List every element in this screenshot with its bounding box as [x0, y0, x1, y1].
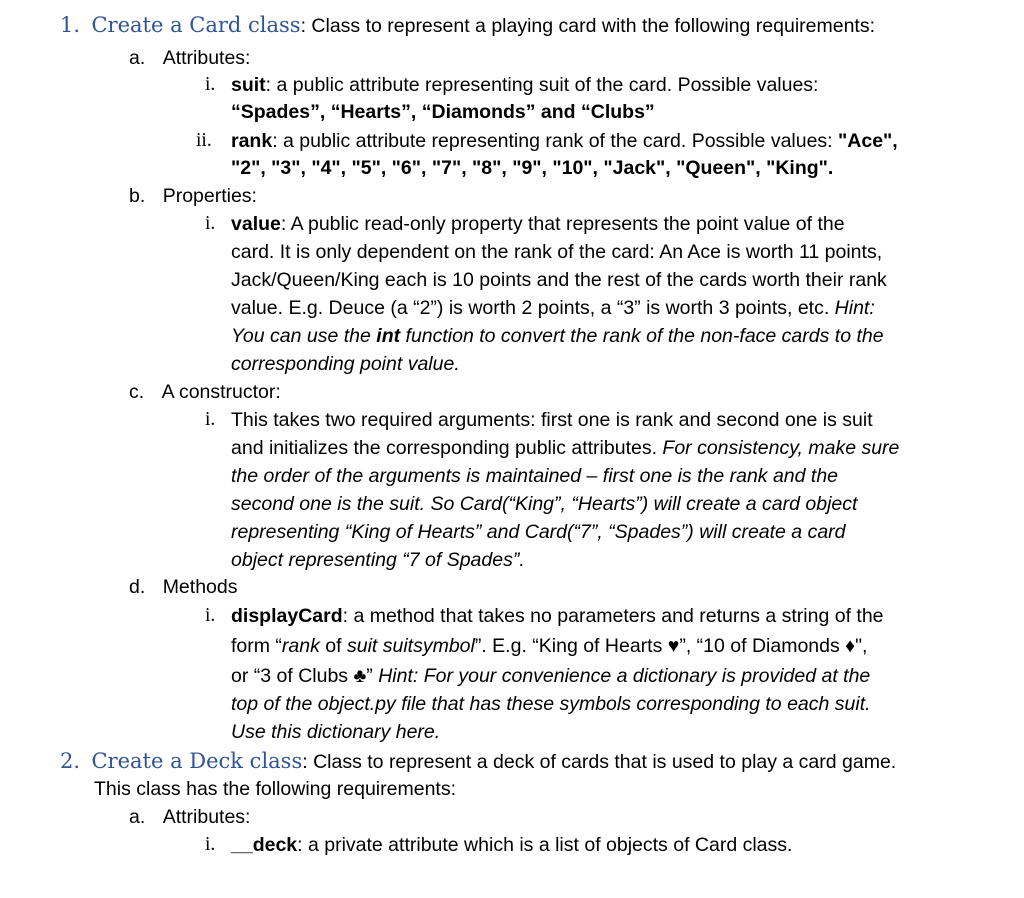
item-2-number: 2. [60, 749, 81, 773]
item-1b-i-num: i. [205, 213, 216, 234]
item-1d-i-line1: displayCard: a method that takes no parameters and returns a string of the [231, 605, 884, 627]
item-1c-i-line6: object representing “7 of Spades”. [231, 549, 525, 571]
item-2-heading [60, 747, 896, 776]
item-1a-ii-line2: "2", "3", "4", "5", "6", "7", "8", "9", "10", "Jack", "Queen", "King". [231, 157, 834, 179]
item-1c-i-line5: representing “King of Hearts” and Card(“7”, “Spades”) will create a card [231, 521, 846, 543]
item-1d-i-line2: form “rank of suit suitsymbol”. E.g. “King of Hearts ♥”, “10 of Diamonds ♦", [231, 635, 868, 657]
suit-term: suit [231, 74, 266, 96]
item-1d-label: d. Methods [129, 576, 238, 598]
item-1c-i-line3: the order of the arguments is maintained – first one is the rank and the [231, 465, 839, 487]
item-1c-i-line4: second one is the suit. So Card(“King”, “Hearts”) will create a card object [231, 493, 858, 515]
item-1-heading [60, 11, 875, 40]
item-1-number: 1. [60, 13, 81, 37]
item-1c-i-line1: This takes two required arguments: first one is rank and second one is suit [231, 409, 873, 431]
item-1b-i-line4: value. E.g. Deuce (a “2”) is worth 2 points, a “3” is worth 3 points, etc. Hint: [231, 297, 875, 319]
rank-term: rank [231, 130, 273, 152]
item-1c-label: c. A constructor: [129, 381, 281, 403]
item-1b-i-line5: You can use the int function to convert the rank of the non-face cards to the [231, 325, 884, 347]
item-1b-i-line6: corresponding point value. [231, 353, 460, 375]
item-2-intro: : Class to represent a deck of cards that is used to play a card game. [302, 751, 897, 773]
value-term: value [231, 213, 281, 235]
item-1d-i-line5: Use this dictionary here. [231, 721, 441, 743]
item-1a-i-line2: “Spades”, “Hearts”, “Diamonds” and “Clubs” [231, 101, 655, 123]
item-1c-i-num: i. [205, 409, 216, 430]
item-2a-i-num: i. [205, 834, 216, 855]
item-1-title: Create a Card class [91, 13, 301, 37]
item-2a-label: a. Attributes: [129, 806, 251, 828]
item-1d-i-line4: top of the object.py file that has these symbols corresponding to each suit. [231, 693, 871, 715]
item-2-title: Create a Deck class [91, 749, 303, 773]
item-1-intro: : Class to represent a playing card with the following requirements: [300, 15, 876, 37]
displaycard-term: displayCard [231, 605, 343, 627]
item-1b-i-line1: value: A public read-only property that represents the point value of the [231, 213, 845, 235]
deck-term: __deck [231, 834, 298, 856]
item-1b-i-line2: card. It is only dependent on the rank of the card: An Ace is worth 11 points, [231, 241, 883, 263]
item-1d-i-line3: or “3 of Clubs ♣” Hint: For your convenience a dictionary is provided at the [231, 665, 871, 687]
item-1c-i-line2: and initializes the corresponding public attributes. For consistency, make sure [231, 437, 900, 459]
item-1b-i-line3: Jack/Queen/King each is 10 points and the rest of the cards worth their rank [231, 269, 887, 291]
item-1a-label: a. Attributes: [129, 47, 251, 69]
item-1d-i-num: i. [205, 605, 216, 626]
item-1a-ii-line1: rank: a public attribute representing rank of the card. Possible values: "Ace", [231, 130, 898, 152]
item-2a-i-line1: __deck: a private attribute which is a list of objects of Card class. [231, 834, 793, 856]
item-1a-i-line1: suit: a public attribute representing suit of the card. Possible values: [231, 74, 819, 96]
item-1a-ii-num: ii. [196, 130, 212, 151]
item-1b-label: b. Properties: [129, 185, 257, 207]
item-2-intro-line2: This class has the following requirements: [94, 778, 456, 800]
item-1a-i-num: i. [205, 74, 216, 95]
